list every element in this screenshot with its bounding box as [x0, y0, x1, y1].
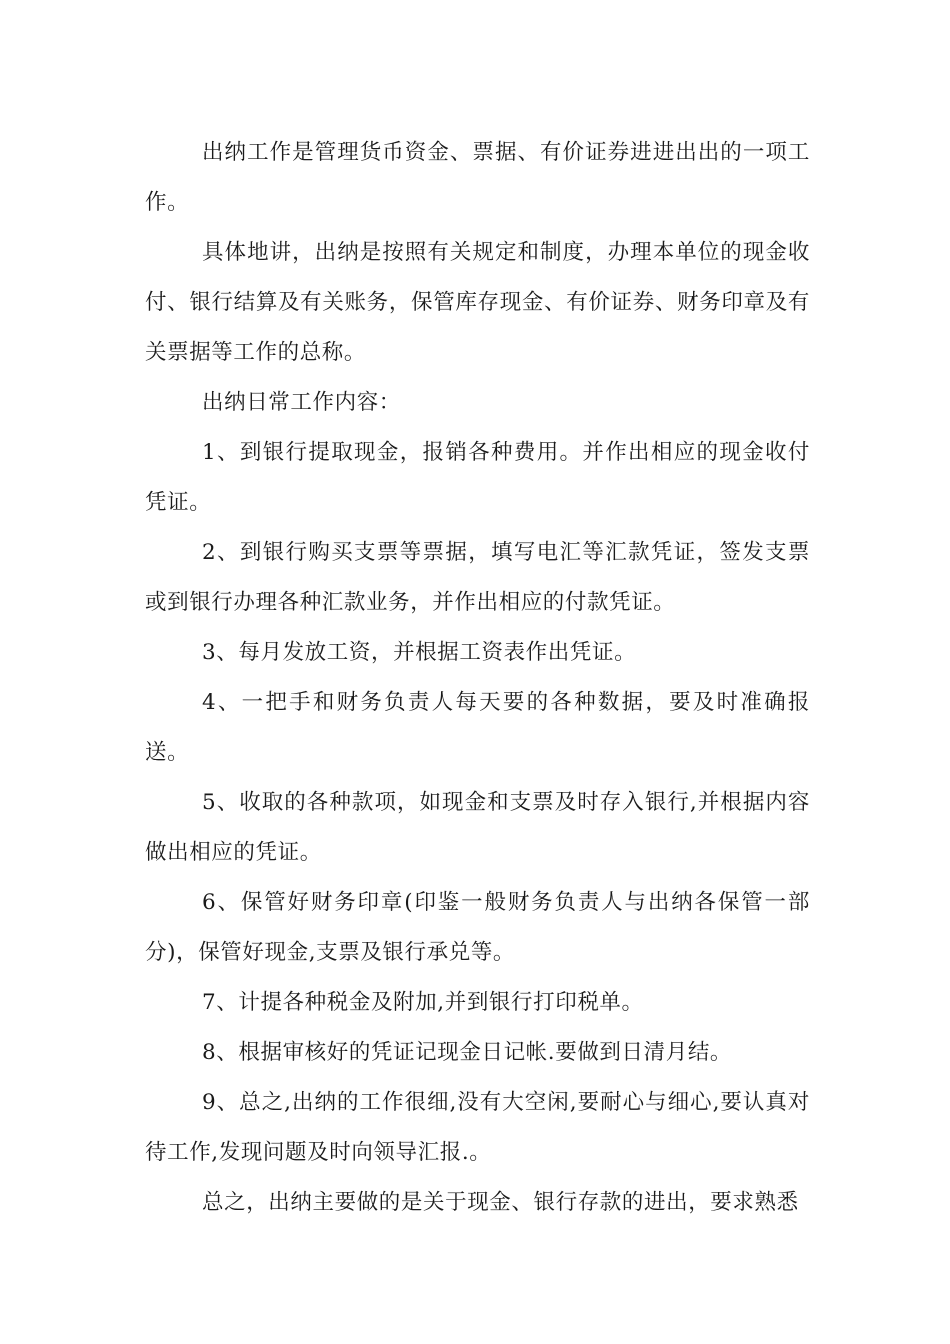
list-item-4: 4、一把手和财务负责人每天要的各种数据，要及时准确报送。 [145, 690, 810, 765]
list-item-3: 3、每月发放工资，并根据工资表作出凭证。 [202, 640, 637, 665]
list-item-5: 5、收取的各种款项，如现金和支票及时存入银行,并根据内容做出相应的凭证。 [145, 790, 810, 865]
list-item-6: 6、保管好财务印章(印鉴一般财务负责人与出纳各保管一部分)，保管好现金,支票及银行承兑等。 [145, 890, 810, 965]
list-item-8: 8、根据审核好的凭证记现金日记帐.要做到日清月结。 [202, 1040, 733, 1065]
paragraph-list-heading: 出纳日常工作内容： [202, 390, 401, 415]
paragraph-summary: 总之，出纳主要做的是关于现金、银行存款的进出，要求熟悉 [202, 1190, 799, 1215]
list-item-2: 2、到银行购买支票等票据，填写电汇等汇款凭证，签发支票或到银行办理各种汇款业务，并作出相应的付款凭证。 [145, 540, 810, 615]
paragraph-definition: 具体地讲，出纳是按照有关规定和制度，办理本单位的现金收付、银行结算及有关账务，保管库存现金、有价证券、财务印章及有关票据等工作的总称。 [145, 240, 810, 365]
paragraph-intro: 出纳工作是管理货币资金、票据、有价证券进进出出的一项工作。 [145, 140, 810, 215]
document-body [145, 128, 810, 1228]
list-item-9: 9、总之,出纳的工作很细,没有大空闲,要耐心与细心,要认真对待工作,发现问题及时向领导汇报.。 [145, 1090, 810, 1165]
list-item-1: 1、到银行提取现金，报销各种费用。并作出相应的现金收付凭证。 [145, 440, 810, 515]
list-item-7: 7、计提各种税金及附加,并到银行打印税单。 [202, 990, 644, 1015]
